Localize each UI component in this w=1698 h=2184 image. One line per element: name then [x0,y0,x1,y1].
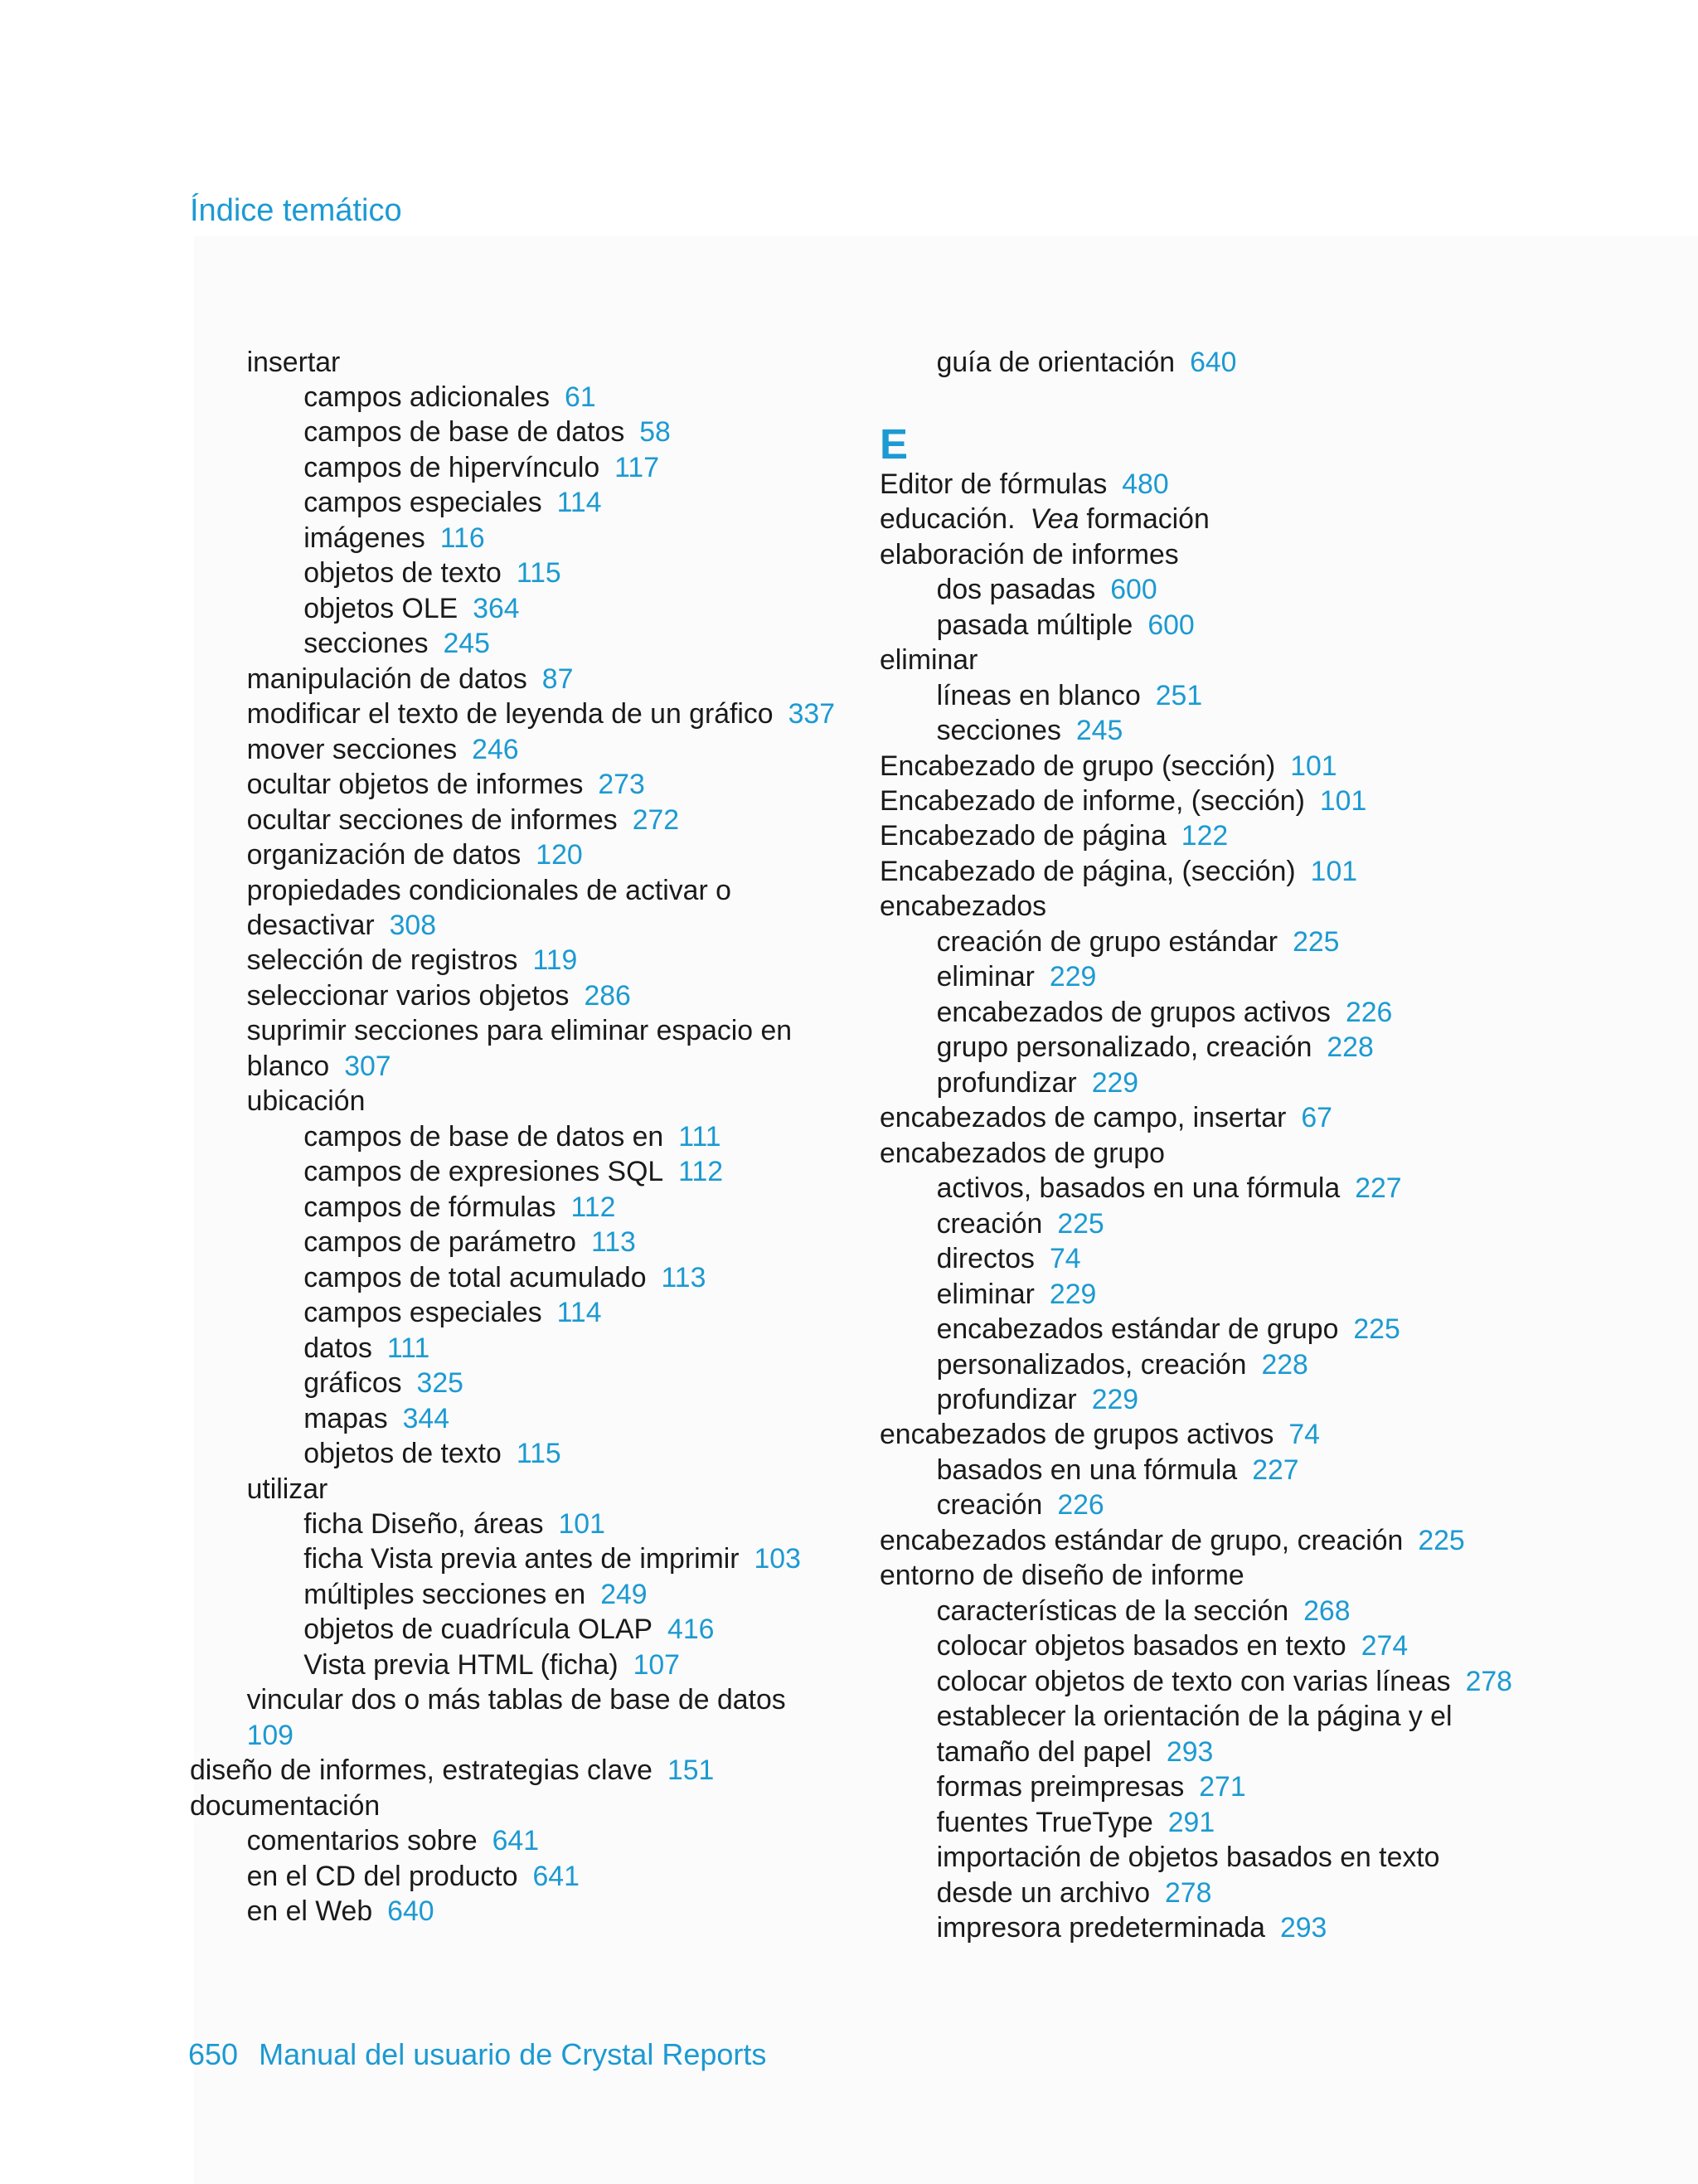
index-term: encabezados estándar de grupo, creación [880,1524,1404,1556]
index-entry [190,591,835,626]
index-term: guía de orientación [936,346,1176,378]
index-entry [190,1788,835,1823]
page-number-link[interactable]: 226 [1057,1489,1104,1522]
index-entry-continuation [190,1718,835,1753]
index-term: datos [303,1332,372,1364]
index-term: objetos de texto [303,557,502,590]
index-entry [190,1507,835,1541]
index-entry [190,1577,835,1612]
index-term: secciones [303,628,429,660]
index-term: campos de fórmulas [303,1191,556,1223]
index-term: personalizados, creación [936,1348,1247,1381]
index-term: impresora predeterminada [936,1912,1265,1944]
index-entry [190,837,835,872]
index-term: múltiples secciones en [303,1578,586,1610]
index-entry [190,1154,835,1189]
index-entry [880,1453,1512,1488]
index-term: activos, basados en una fórmula [936,1172,1341,1205]
page-number-link[interactable]: 87 [541,662,574,695]
index-term: desactivar [246,910,375,941]
page-number-link[interactable]: 228 [1261,1348,1308,1381]
page-number-link[interactable]: 101 [558,1507,605,1540]
index-term: eliminar [936,961,1035,993]
index-entry [880,1805,1512,1840]
index-term: objetos OLE [303,592,458,624]
index-entry [190,1119,835,1154]
index-term: encabezados [880,891,1047,923]
index-entry [190,803,835,837]
index-term: formas preimpresas [936,1771,1185,1803]
index-term: pasada múltiple [936,609,1133,641]
page-number-link[interactable]: 101 [1290,750,1337,782]
index-column-right-continued [880,345,1236,380]
index-term: selección de registros [246,944,518,977]
page-number-link[interactable]: 325 [416,1367,463,1400]
page-number-link[interactable]: 245 [443,628,490,660]
index-entry [190,1612,835,1647]
page-number-link[interactable]: 101 [1319,785,1367,818]
page-number-link[interactable]: 151 [667,1754,715,1787]
index-term: ocultar secciones de informes [246,803,618,836]
index-entry [880,1347,1512,1382]
index-entry [880,502,1512,536]
index-term: campos especiales [303,487,542,519]
page-number-link[interactable]: 74 [1049,1243,1081,1275]
index-term: Encabezado de página [880,820,1167,852]
page-footer [188,2036,766,2073]
index-term: utilizar [246,1473,328,1505]
index-entry [880,749,1512,784]
index-term: educación. [880,503,1016,536]
index-entry [880,925,1512,959]
page-number-link[interactable]: 641 [532,1860,580,1892]
index-term: características de la sección [936,1594,1289,1627]
index-term: basados en una fórmula [936,1454,1238,1486]
index-entry [190,1436,835,1471]
page-number-link[interactable]: 641 [492,1825,540,1857]
index-term: elaboración de informes [880,538,1179,570]
index-term: desde un archivo [936,1876,1150,1909]
index-entry [190,1823,835,1858]
index-term: objetos de cuadrícula OLAP [303,1614,653,1646]
index-entry [880,1594,1512,1628]
index-term: comentarios sobre [246,1825,478,1857]
index-entry [880,1523,1512,1558]
index-entry [880,678,1512,713]
index-entry [880,1417,1512,1452]
page-number-link[interactable]: 113 [661,1261,706,1293]
index-term: diseño de informes, estrategias clave [190,1754,653,1787]
index-term: establecer la orientación de la página y el [936,1701,1453,1733]
index-term: entorno de diseño de informe [880,1560,1244,1592]
page-number-link[interactable]: 228 [1327,1031,1374,1064]
index-entry [880,608,1512,643]
page-number-link[interactable]: 293 [1279,1912,1327,1944]
index-term: insertar [246,346,341,378]
index-entry [880,1277,1512,1312]
index-term: encabezados de campo, insertar [880,1102,1287,1134]
index-term: directos [936,1243,1035,1275]
index-term: suprimir secciones para eliminar espacio en [246,1015,793,1047]
index-term: blanco [246,1050,330,1082]
index-entry-continuation [880,1876,1512,1910]
page-number-link[interactable]: 226 [1345,996,1393,1028]
index-entry [880,1664,1512,1699]
index-entry [190,662,835,696]
see-reference-target: formación [1086,503,1210,536]
running-header: Índice temático [190,193,402,228]
index-entry [880,1699,1512,1734]
page-number-link[interactable]: 61 [565,381,596,413]
index-entry [880,1030,1512,1065]
index-entry [880,643,1512,677]
index-entry [190,1366,835,1400]
index-entry [190,415,835,449]
page-number-link[interactable]: 101 [1310,855,1358,887]
index-entry [190,873,835,908]
page-number-link[interactable]: 114 [556,1297,602,1329]
page-number-link[interactable]: 278 [1465,1665,1512,1697]
index-term: Vista previa HTML (ficha) [303,1648,619,1681]
index-entry [880,995,1512,1030]
index-column-right [880,467,1512,1946]
page-number-link[interactable]: 291 [1167,1806,1215,1838]
index-entry [880,1488,1512,1522]
page-number-link[interactable]: 271 [1199,1771,1246,1803]
index-term: creación [936,1489,1043,1522]
page-number-link[interactable]: 278 [1165,1876,1212,1909]
index-term: Encabezado de informe, (sección) [880,785,1305,818]
page-number-link[interactable]: 225 [1293,925,1340,958]
index-term: ocultar objetos de informes [246,769,584,801]
page-number-link[interactable]: 480 [1122,468,1169,500]
page-number-link[interactable]: 600 [1147,609,1195,641]
index-term: importación de objetos basados en texto [936,1842,1440,1874]
index-entry [190,626,835,661]
index-entry [190,345,835,380]
index-entry [190,1753,835,1788]
page-number-link[interactable]: 225 [1353,1313,1400,1346]
index-entry [190,978,835,1013]
index-entry [880,1840,1512,1875]
index-term: líneas en blanco [936,679,1141,711]
index-term: profundizar [936,1383,1077,1415]
index-term: campos adicionales [303,381,551,413]
index-entry [880,1206,1512,1241]
page-number-link[interactable]: 268 [1303,1594,1351,1627]
index-term: objetos de texto [303,1438,502,1470]
page-number-link[interactable]: 122 [1181,820,1229,852]
page-number-link[interactable]: 225 [1057,1207,1104,1240]
page-number-link[interactable]: 109 [246,1719,294,1751]
page-number-link[interactable]: 273 [598,769,645,801]
index-term: campos de total acumulado [303,1261,647,1293]
index-entry [880,1558,1512,1593]
page-number-link[interactable]: 364 [473,592,520,624]
index-entry [190,696,835,731]
index-entry [880,1065,1512,1100]
page-number-link[interactable]: 113 [590,1226,636,1259]
index-entry [880,784,1512,818]
index-entry [880,1136,1512,1171]
index-entry [190,1401,835,1436]
index-entry-continuation [190,1049,835,1084]
index-term: en el CD del producto [246,1860,518,1892]
index-entry [880,854,1512,889]
index-entry [190,1190,835,1225]
index-entry [880,1910,1512,1945]
page-number-link[interactable]: 344 [402,1402,450,1434]
index-term: Editor de fórmulas [880,468,1108,500]
index-term: campos de expresiones SQL [303,1156,664,1188]
index-term: fuentes TrueType [936,1806,1153,1838]
page-number-link[interactable]: 229 [1049,1278,1097,1310]
index-entry [190,1225,835,1259]
page-number-link[interactable]: 119 [532,944,578,977]
index-entry [880,345,1236,380]
index-entry [880,889,1512,924]
index-term: eliminar [936,1278,1035,1310]
page-number-link[interactable]: 67 [1301,1102,1332,1134]
index-entry [880,713,1512,748]
page-number-link[interactable]: 112 [678,1156,724,1188]
page-number-link[interactable]: 272 [632,803,680,836]
index-entry [880,467,1512,502]
page-number-link[interactable]: 600 [1110,574,1157,606]
page-number-link[interactable]: 274 [1361,1630,1409,1662]
see-reference-label: Vea [1030,503,1079,536]
page-number-link[interactable]: 111 [386,1332,430,1364]
page-number-link[interactable]: 58 [639,416,671,449]
page-number-link[interactable]: 337 [788,698,835,730]
index-term: seleccionar varios objetos [246,979,570,1012]
index-term: encabezados de grupo [880,1137,1165,1169]
index-entry [190,450,835,485]
index-term: Encabezado de página, (sección) [880,855,1296,887]
index-term: encabezados de grupos activos [936,996,1331,1028]
index-entry [190,556,835,590]
index-term: profundizar [936,1066,1077,1099]
index-term: creación de grupo estándar [936,925,1278,958]
index-entry [880,572,1512,607]
index-entry [190,521,835,556]
page-number-link[interactable]: 227 [1252,1454,1299,1486]
index-entry [190,1648,835,1682]
index-entry [190,1260,835,1295]
page-number-link[interactable]: 112 [570,1191,616,1223]
index-entry [190,1682,835,1717]
index-entry-continuation [880,1735,1512,1769]
page-number-link[interactable]: 308 [389,910,437,941]
index-term: eliminar [880,644,978,677]
page-number-link[interactable]: 107 [633,1648,680,1681]
index-entry [190,1084,835,1119]
index-term: campos de hipervínculo [303,451,600,483]
index-entry [190,1472,835,1507]
index-term: ficha Vista previa antes de imprimir [303,1543,740,1575]
page-number-link[interactable]: 115 [516,557,561,590]
index-term: campos de base de datos [303,416,625,449]
index-term: mover secciones [246,733,458,765]
index-entry [880,1312,1512,1347]
page-number-link[interactable]: 251 [1155,679,1203,711]
index-entry [190,485,835,520]
page-number-link[interactable]: 116 [439,522,485,554]
index-term: tamaño del papel [936,1735,1152,1768]
index-term: vincular dos o más tablas de base de datos [246,1684,786,1716]
page-number-link[interactable]: 103 [754,1543,801,1575]
page-number-link[interactable]: 225 [1418,1524,1465,1556]
page-number-link[interactable]: 246 [472,733,519,765]
index-entry [190,1859,835,1894]
index-entry [190,732,835,767]
index-entry [190,1541,835,1576]
page-number-link[interactable]: 111 [678,1120,721,1153]
index-entry [880,1171,1512,1206]
index-term: grupo personalizado, creación [936,1031,1312,1064]
page-number-link[interactable]: 229 [1091,1066,1139,1099]
index-term: Encabezado de grupo (sección) [880,750,1276,782]
index-term: campos de parámetro [303,1226,576,1259]
index-entry [880,1628,1512,1663]
page-number-link[interactable]: 286 [584,979,631,1012]
page-number-link[interactable]: 293 [1166,1735,1214,1768]
index-term: ficha Diseño, áreas [303,1507,544,1540]
page-number-link[interactable]: 120 [536,839,583,871]
index-term: en el Web [246,1895,373,1928]
index-entry [190,943,835,978]
page-number-link[interactable]: 114 [556,487,602,519]
page-number-link[interactable]: 416 [667,1614,715,1646]
index-entry [880,959,1512,994]
index-term: modificar el texto de leyenda de un gráfico [246,698,774,730]
index-term: propiedades condicionales de activar o [246,874,731,906]
index-term: mapas [303,1402,388,1434]
index-term: secciones [936,715,1061,747]
index-entry [190,767,835,802]
index-entry [880,818,1512,853]
index-entry-continuation [190,908,835,943]
index-term: gráficos [303,1367,402,1400]
page-number-link[interactable]: 640 [1190,346,1237,378]
page-number-link[interactable]: 229 [1049,961,1097,993]
index-entry [190,1295,835,1330]
index-term: colocar objetos basados en texto [936,1630,1346,1662]
page-number-link[interactable]: 640 [387,1895,434,1928]
index-entry [880,537,1512,572]
page-number-link[interactable]: 227 [1355,1172,1402,1205]
index-entry [190,380,835,415]
page-number: 650 [188,2037,239,2071]
book-title: Manual del usuario de Crystal Reports [259,2037,767,2071]
index-term: campos de base de datos en [303,1120,664,1153]
index-entry [880,1769,1512,1804]
index-term: colocar objetos de texto con varias líneas [936,1665,1451,1697]
index-entry [190,1894,835,1929]
index-entry [190,1013,835,1048]
index-term: organización de datos [246,839,522,871]
page-number-link[interactable]: 245 [1075,715,1123,747]
index-entry [880,1241,1512,1276]
page-number-link[interactable]: 229 [1091,1383,1139,1415]
index-term: encabezados de grupos activos [880,1419,1274,1451]
section-letter-heading: E [880,420,909,468]
index-entry [880,1100,1512,1135]
index-term: documentación [190,1789,381,1822]
page-number-link[interactable]: 115 [516,1438,561,1470]
index-term: creación [936,1207,1043,1240]
index-entry [190,1331,835,1366]
index-term: encabezados estándar de grupo [936,1313,1339,1346]
index-entry [880,1382,1512,1417]
index-term: ubicación [246,1085,366,1118]
page-number-link[interactable]: 117 [614,451,660,483]
index-term: campos especiales [303,1297,542,1329]
index-term: imágenes [303,522,425,554]
page-number-link[interactable]: 249 [600,1578,648,1610]
page-number-link[interactable]: 74 [1288,1419,1320,1451]
page-number-link[interactable]: 307 [344,1050,391,1082]
index-column-left [190,345,835,1929]
index-term: manipulación de datos [246,662,527,695]
index-term: dos pasadas [936,574,1096,606]
